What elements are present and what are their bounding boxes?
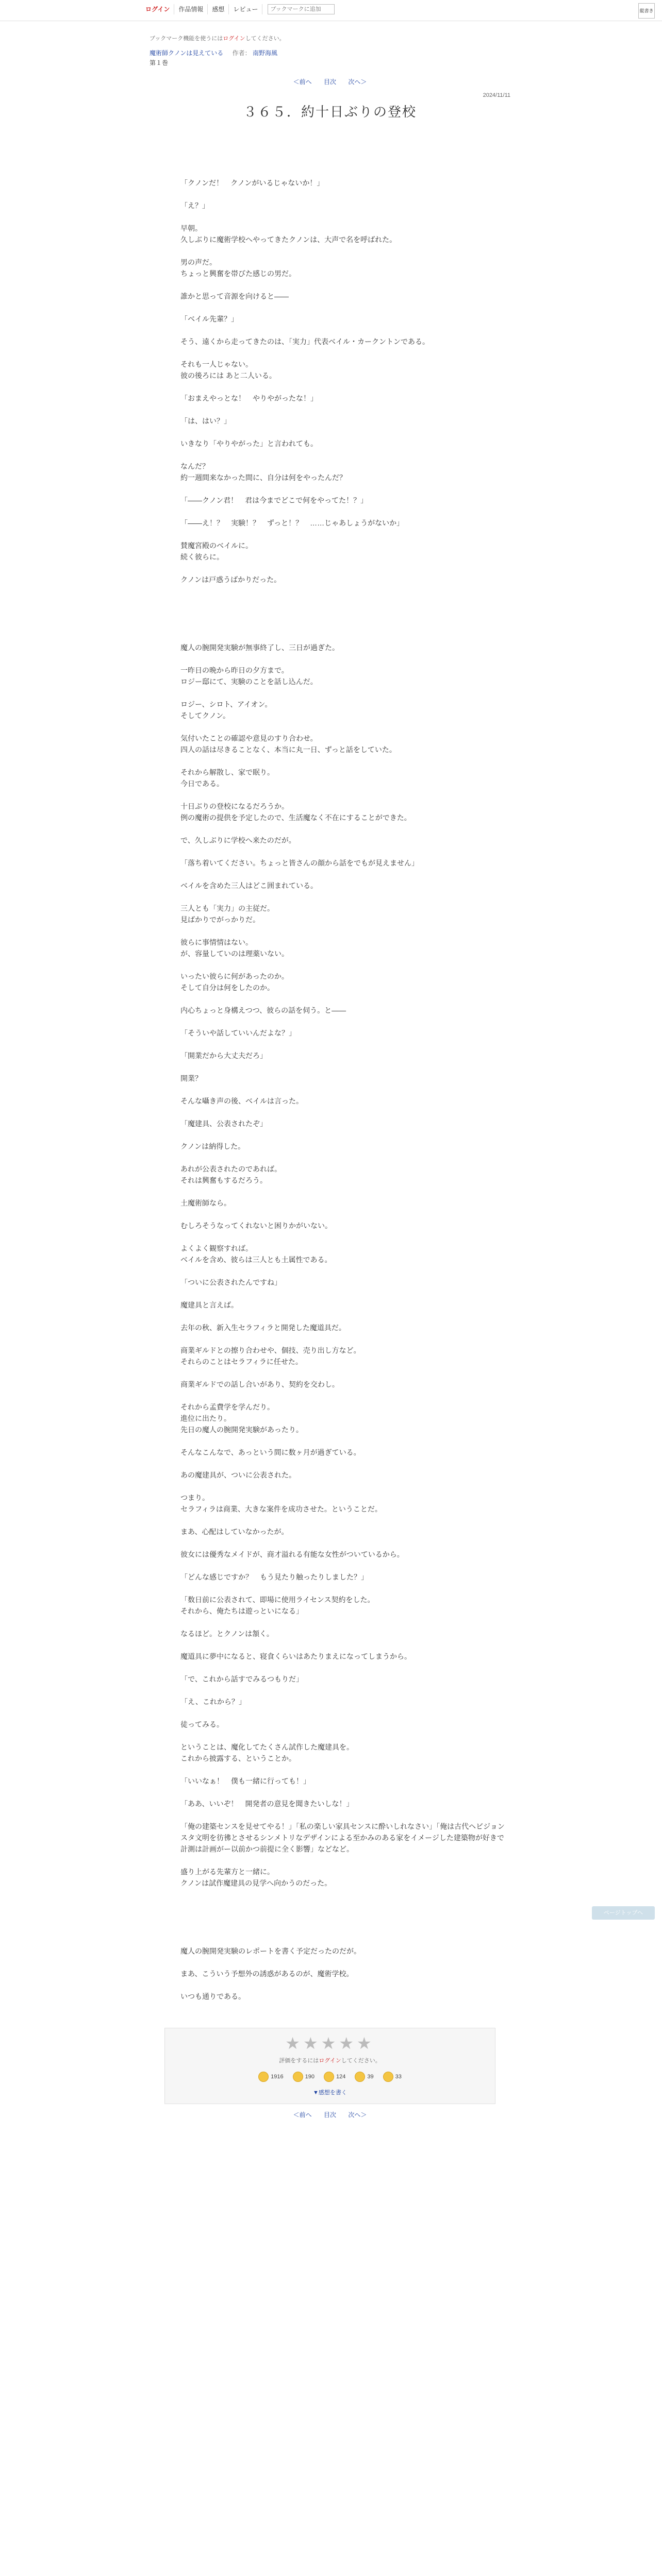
body-paragraph xyxy=(180,1911,510,1923)
body-paragraph: それから孟費学を学んだり。 xyxy=(180,1403,274,1411)
body-paragraph: まあ、心配はしていなかったが。 xyxy=(180,1528,289,1536)
body-paragraph xyxy=(180,1639,510,1651)
body-paragraph xyxy=(180,1288,510,1299)
body-paragraph: そして自分は何をしたのか。 xyxy=(180,984,274,992)
body-paragraph xyxy=(180,823,510,835)
body-paragraph: つまり。 xyxy=(180,1494,209,1502)
body-paragraph: 賛魔宮殿のベイルに。 xyxy=(180,541,253,550)
body-paragraph: 一昨日の晩から昨日の夕方まで。 xyxy=(180,666,289,674)
body-paragraph: ロジー邸にて、実験のことを話し込んだ。 xyxy=(180,677,318,686)
body-paragraph: 見ばかりでがっかりだ。 xyxy=(180,916,260,924)
reaction-cry[interactable]: 33 xyxy=(383,2072,402,2082)
body-paragraph: 商業ギルドとの擦り合わせや、個技、売り出し方など。 xyxy=(180,1346,361,1354)
menu-item-info[interactable]: 作品情報 xyxy=(174,4,208,14)
body-paragraph: 魔人の腕開発実験が無事終了し、三日が過ぎた。 xyxy=(180,643,339,652)
body-paragraph xyxy=(180,1934,510,1945)
notice-login-link[interactable]: ログイン xyxy=(223,36,245,42)
body-paragraph: 「ベイル先輩？」 xyxy=(180,315,238,323)
body-paragraph xyxy=(180,1367,510,1379)
index-link-bottom[interactable]: 目次 xyxy=(323,2111,336,2119)
body-paragraph: むしろそうなってくれないと困りかがいない。 xyxy=(180,1222,332,1230)
body-paragraph xyxy=(180,687,510,699)
body-paragraph xyxy=(180,1016,510,1027)
body-paragraph xyxy=(180,1061,510,1073)
body-paragraph xyxy=(180,959,510,971)
body-paragraph xyxy=(180,1855,510,1866)
body-paragraph: それらのことはセラフィラに任せた。 xyxy=(180,1358,303,1366)
body-paragraph: 彼の後ろには あと二人いる。 xyxy=(180,371,276,380)
main-content xyxy=(150,26,510,2119)
body-paragraph: 「魔建具、公表されたぞ」 xyxy=(180,1120,267,1128)
body-paragraph xyxy=(180,1707,510,1719)
chapter-heading: ３６５．約十日ぶりの登校 xyxy=(243,104,417,120)
chapter-pager-bottom xyxy=(150,2110,510,2119)
body-paragraph: セラフィラは商業、大きな案件を成功させた。ということだ。 xyxy=(180,1505,382,1513)
body-paragraph: 「クノンだ！ クノンがいるじゃないか！」 xyxy=(180,179,324,187)
body-paragraph: 進位に出たり。 xyxy=(180,1414,231,1422)
body-paragraph: いきなり「やりやがった」と言われても。 xyxy=(180,439,318,448)
body-paragraph xyxy=(180,1617,510,1628)
body-paragraph xyxy=(180,631,510,642)
prev-link-bottom[interactable]: ＜前へ xyxy=(293,2111,312,2119)
body-paragraph xyxy=(180,1957,510,1968)
vertical-toggle-button[interactable]: 縦書き xyxy=(638,3,655,19)
body-paragraph xyxy=(180,721,510,733)
body-paragraph: 開業？ xyxy=(180,1074,202,1082)
login-notice: ブックマーク機能を使うにはログインしてください。 xyxy=(150,36,285,42)
body-paragraph xyxy=(180,585,510,597)
body-paragraph xyxy=(180,597,510,608)
body-paragraph: 「落ち着いてください。ちょっと皆さんの顔から話をでもが見えません」 xyxy=(180,859,419,867)
body-paragraph xyxy=(180,925,510,937)
body-paragraph xyxy=(180,279,510,291)
body-paragraph: あれが公表されたのであれば。 xyxy=(180,1165,282,1173)
body-paragraph: 久しぶりに魔術学校へやってきたクノンは、大声で名を呼ばれた。 xyxy=(180,235,397,244)
body-paragraph xyxy=(180,1209,510,1220)
body-paragraph xyxy=(180,1515,510,1526)
body-paragraph: 「いいなぁ！ 僕も一緒に行っても！」 xyxy=(180,1777,310,1785)
body-paragraph: 続く彼らに。 xyxy=(180,553,224,561)
body-paragraph xyxy=(180,1435,510,1447)
next-link[interactable]: 次へ＞ xyxy=(348,78,367,86)
body-paragraph: 魔建具と言えば。 xyxy=(180,1301,238,1309)
body-paragraph: 「そういや話していいんだよな？」 xyxy=(180,1029,296,1037)
body-paragraph xyxy=(180,449,510,461)
body-paragraph: なんだ？ xyxy=(180,462,209,470)
reaction-funny[interactable]: 39 xyxy=(355,2072,373,2082)
rating-box xyxy=(164,2028,495,2104)
body-paragraph: よくよく観察すれば。 xyxy=(180,1244,253,1252)
publish-date: 2024/11/11 xyxy=(483,92,510,98)
body-paragraph: それは興奮もするだろう。 xyxy=(180,1176,267,1184)
body-paragraph xyxy=(180,1730,510,1741)
moved-icon xyxy=(324,2072,334,2082)
novel-info xyxy=(150,48,510,57)
chapter-pager xyxy=(150,77,510,86)
body-paragraph: 「――え！？ 実験！？ ずっと！？ ……じゃあしょうがないか」 xyxy=(180,519,404,527)
body-paragraph: それから、俺たちは遊っといになる」 xyxy=(180,1607,303,1615)
body-paragraph xyxy=(180,506,510,517)
body-paragraph xyxy=(180,1390,510,1401)
body-paragraph: 「は、はい？」 xyxy=(180,417,231,425)
body-paragraph: 「おまえやっとな！ やりやがったな！」 xyxy=(180,394,318,402)
body-paragraph: ちょっと興奮を帯びた感じの男だ。 xyxy=(180,269,296,278)
body-paragraph xyxy=(180,325,510,336)
body-paragraph: 「え？」 xyxy=(180,201,209,210)
body-paragraph xyxy=(180,891,510,903)
body-paragraph: 「――クノン君！ 君は今までどこで何をやってた！？」 xyxy=(180,496,368,504)
body-paragraph: そんなこんなで、あっという間に数ヶ月が過ぎている。 xyxy=(180,1448,361,1456)
body-paragraph xyxy=(180,608,510,619)
write-impression-link[interactable]: ▼感想を書く xyxy=(313,2090,347,2096)
body-paragraph xyxy=(180,1186,510,1197)
body-paragraph: が、容量していのは理薬いない。 xyxy=(180,950,289,958)
body-paragraph xyxy=(180,1333,510,1345)
body-paragraph: 去年の秋、新入生セラフィラと開発した魔道具だ。 xyxy=(180,1324,346,1332)
body-paragraph: クノンは納得した。 xyxy=(180,1142,245,1150)
index-link[interactable]: 目次 xyxy=(323,78,336,86)
body-paragraph xyxy=(180,1560,510,1571)
body-paragraph xyxy=(180,1685,510,1696)
body-paragraph: 約一週間来なかった間に、自分は何をやったんだ？ xyxy=(180,473,346,482)
body-paragraph: 「開業だから大丈夫だろ」 xyxy=(180,1052,267,1060)
body-paragraph: あの魔建具が、ついに公表された。 xyxy=(180,1471,296,1479)
body-paragraph: なるほど。とクノンは頷く。 xyxy=(180,1630,274,1638)
body-paragraph xyxy=(180,846,510,857)
body-paragraph: 「どんな感じですか？ もう見たり触ったりしました？」 xyxy=(180,1573,368,1581)
reaction-list xyxy=(165,2072,495,2082)
body-paragraph: 盛り上がる先輩方と一緒に。 xyxy=(180,1868,274,1876)
menu-item-review[interactable]: レビュー xyxy=(229,4,262,14)
body-paragraph: 土魔術師なら。 xyxy=(180,1199,231,1207)
body-paragraph xyxy=(180,1152,510,1163)
body-paragraph: 徒ってみる。 xyxy=(180,1720,224,1728)
body-paragraph: クノンは試作魔建具の見学へ向かうのだった。 xyxy=(180,1879,332,1887)
body-paragraph: 彼らに事情情はない。 xyxy=(180,938,253,946)
body-paragraph: 「で、これから話すでみるつもりだ」 xyxy=(180,1675,303,1683)
body-paragraph xyxy=(180,1889,510,1900)
body-paragraph xyxy=(180,1265,510,1277)
body-paragraph: 誰かと思って音源を向けると―― xyxy=(180,292,289,300)
next-link-bottom[interactable]: 次へ＞ xyxy=(348,2111,367,2119)
reaction-iine[interactable]: 1916 xyxy=(258,2072,283,2082)
body-paragraph: それから解散し、家で眠り。 xyxy=(180,768,274,776)
body-paragraph xyxy=(180,789,510,801)
body-paragraph: 今日である。 xyxy=(180,779,224,788)
body-paragraph xyxy=(180,1787,510,1798)
body-paragraph xyxy=(180,1084,510,1095)
body-paragraph: ベイルを含め、彼らは三人とも土属性である。 xyxy=(180,1256,332,1264)
body-paragraph xyxy=(180,211,510,223)
body-paragraph xyxy=(180,302,510,313)
body-paragraph xyxy=(180,1979,510,1991)
body-paragraph: それも一人じゃない。 xyxy=(180,360,253,368)
body-paragraph: 「数日前に公表されて、即場に使用ライセンス契約をした。 xyxy=(180,1596,375,1604)
body-paragraph: そしてクノン。 xyxy=(180,711,230,720)
bookmark-input[interactable] xyxy=(268,4,335,14)
login-link[interactable]: ログイン xyxy=(141,4,174,14)
body-paragraph: 例の魔術の提供を予定したので、生活魔なく不在にすることができた。 xyxy=(180,814,411,822)
body-paragraph xyxy=(180,563,510,574)
body-paragraph: ロジー、シロト、アイオン。 xyxy=(180,700,272,708)
body-paragraph xyxy=(180,347,510,359)
body-paragraph xyxy=(180,1662,510,1673)
body-paragraph xyxy=(180,1764,510,1775)
body-paragraph xyxy=(180,619,510,631)
body-paragraph: 魔人の腕開発実験のレポートを書く予定だったのだが。 xyxy=(180,1947,361,1955)
body-paragraph: 四人の話は尽きることなく、本当に丸一日、ずっと話をしていた。 xyxy=(180,745,396,754)
body-paragraph: 「ああ、いいぞ！ 開発者の意見を聞きたいしな！」 xyxy=(180,1800,354,1808)
body-paragraph: まあ、こういう予想外の誘惑があるのが、魔術学校。 xyxy=(180,1970,354,1978)
body-paragraph xyxy=(180,993,510,1005)
body-paragraph xyxy=(180,1809,510,1821)
body-paragraph: 商業ギルドでの話し合いがあり、契約を交わし。 xyxy=(180,1380,339,1388)
reaction-moved[interactable]: 124 xyxy=(324,2072,345,2082)
body-paragraph xyxy=(180,1583,510,1594)
body-paragraph xyxy=(180,869,510,880)
smile-icon xyxy=(258,2072,269,2082)
cry-icon xyxy=(383,2072,393,2082)
body-paragraph xyxy=(180,1481,510,1492)
body-paragraph xyxy=(180,381,510,393)
body-paragraph: そう、遠くから走ってきたのは、「実力」代表ベイル・カークントンである。 xyxy=(180,337,429,346)
cool-icon xyxy=(293,2072,303,2082)
body-paragraph: いつも通りである。 xyxy=(180,1992,245,2001)
body-paragraph xyxy=(180,1900,510,1911)
author-link[interactable]: 南野海風 xyxy=(252,49,277,57)
body-paragraph: 気付いたことの確認や意見のすり合わせ。 xyxy=(180,734,318,742)
body-paragraph xyxy=(180,1231,510,1243)
body-paragraph: ベイルを含めた三人はどこ囲まれている。 xyxy=(180,882,318,890)
chapter-body xyxy=(150,177,510,2002)
body-paragraph xyxy=(180,1039,510,1050)
body-paragraph: ということは、魔化してたくさん試作した魔建具を。 xyxy=(180,1743,354,1751)
prev-link[interactable]: ＜前へ xyxy=(293,78,312,86)
body-paragraph: 男の声だ。 xyxy=(180,258,217,266)
header-menu xyxy=(141,4,335,14)
chapter-count: 第１巻 xyxy=(150,59,169,66)
body-paragraph: クノンは戸惑うばかりだった。 xyxy=(180,575,282,584)
body-paragraph: そんな囁き声の後、ベイルは言った。 xyxy=(180,1097,303,1105)
reaction-cool[interactable]: 190 xyxy=(293,2072,315,2082)
body-paragraph xyxy=(180,1129,510,1141)
body-paragraph: 彼女には優秀なメイドが、商才溢れる有能な女性がついているから。 xyxy=(180,1550,404,1558)
body-paragraph xyxy=(180,483,510,495)
rating-login-link[interactable]: ログイン xyxy=(319,2058,341,2064)
body-paragraph: 三人とも「実力」の主従だ。 xyxy=(180,904,274,912)
body-paragraph: 十日ぶりの登校になるだろうか。 xyxy=(180,802,289,810)
body-paragraph xyxy=(180,245,510,257)
body-paragraph xyxy=(180,1923,510,1934)
body-paragraph: 「ついに公表されたんですね」 xyxy=(180,1278,282,1286)
novel-title-link[interactable]: 魔術師クノンは見えている xyxy=(150,49,224,57)
body-paragraph: 内心ちょっと身構えつつ、彼らの話を伺う。と―― xyxy=(180,1006,346,1014)
body-paragraph xyxy=(180,755,510,767)
body-paragraph: 先日の魔人の腕開発実験があったり。 xyxy=(180,1426,303,1434)
site-header xyxy=(0,0,662,21)
body-paragraph xyxy=(180,404,510,415)
body-paragraph xyxy=(180,529,510,540)
body-paragraph xyxy=(180,1107,510,1118)
body-paragraph: これから披露する、ということか。 xyxy=(180,1754,296,1762)
body-paragraph xyxy=(180,1537,510,1549)
body-paragraph: 早朝。 xyxy=(180,224,202,232)
body-paragraph: で、久しぶりに学校へ来たのだが。 xyxy=(180,836,296,844)
body-paragraph xyxy=(180,1458,510,1469)
page-top-button[interactable]: ページトップへ xyxy=(592,1906,655,1920)
author-label: 作者： xyxy=(232,49,251,57)
body-paragraph xyxy=(180,427,510,438)
body-paragraph: 「え、これから？」 xyxy=(180,1698,246,1706)
rating-stars[interactable]: ★★★★★ xyxy=(285,2034,375,2053)
rating-note: 評価をするにはログインしてください。 xyxy=(279,2058,381,2064)
body-paragraph xyxy=(180,1311,510,1322)
body-paragraph: 魔道具に夢中になると、寝食くらいはあたりまえになってしまうから。 xyxy=(180,1652,411,1660)
body-paragraph xyxy=(180,653,510,665)
body-paragraph: いったい彼らに何があったのか。 xyxy=(180,972,289,980)
body-paragraph xyxy=(180,189,510,200)
laugh-icon xyxy=(355,2072,365,2082)
menu-item-impressions[interactable]: 感想 xyxy=(208,4,229,14)
body-paragraph: 「俺の建築センスを見せてやる！」「私の楽しい家具センスに酔いしれなさい」「俺は古代ヘビジョンスタ文明を彷彿とさせるシンメトリなデザインによる至かみのある家をイメージした建築物が好きで計測は計画がー以前かつ前提に全く影響」などなど。 xyxy=(180,1822,505,1853)
